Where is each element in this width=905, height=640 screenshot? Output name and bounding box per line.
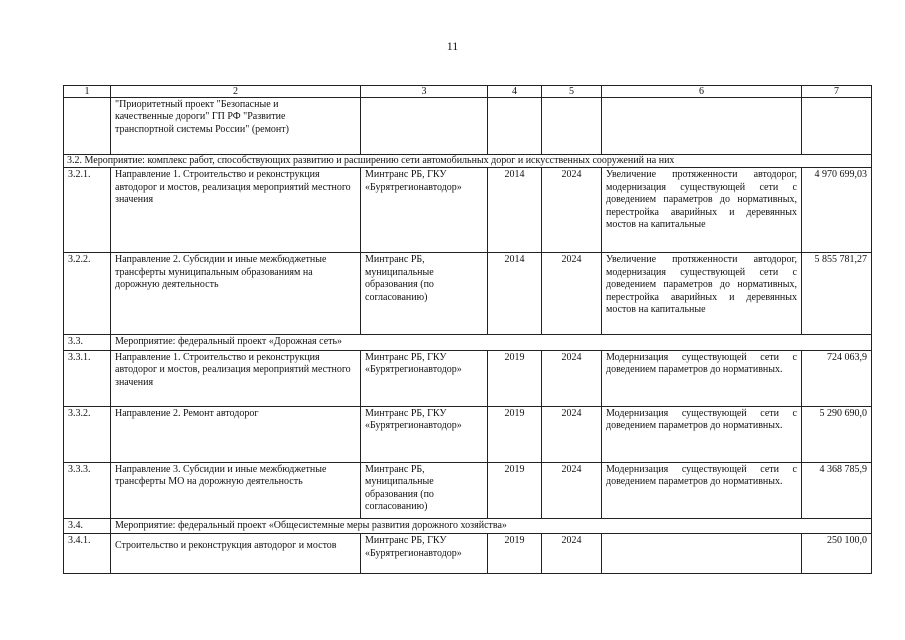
row-amount: 4 970 699,03 xyxy=(802,168,872,253)
section-row xyxy=(64,518,872,533)
table-row xyxy=(64,253,872,335)
table-row xyxy=(64,168,872,253)
row-start-year xyxy=(488,98,542,155)
row-executor: Минтранс РБ, ГКУ «Бурятрегионавтодор» xyxy=(361,534,488,574)
row-executor: Минтранс РБ, ГКУ «Бурятрегионавтодор» xyxy=(361,406,488,462)
row-end-year: 2024 xyxy=(542,350,602,406)
header-cell: 1 xyxy=(64,86,111,98)
row-end-year xyxy=(542,98,602,155)
row-name: Направление 2. Субсидии и иные межбюджетные трансферты муниципальным образованиям на дорожную деятельность xyxy=(111,253,361,335)
row-start-year: 2019 xyxy=(488,350,542,406)
row-number: 3.3.2. xyxy=(64,406,111,462)
row-start-year: 2014 xyxy=(488,253,542,335)
row-result: Увеличение протяженности автодорог, модернизация существующей сети с доведением параметров до нормативных, перестройка аварийных и деревянных мостов на капитальные xyxy=(602,168,802,253)
header-cell: 6 xyxy=(602,86,802,98)
row-name: Направление 3. Субсидии и иные межбюджетные трансферты МО на дорожную деятельность xyxy=(111,462,361,518)
section-title: 3.2. Мероприятие: комплекс работ, способствующих развитию и расширению сети автомобильных дорог и искусственных сооружений на них xyxy=(64,155,872,168)
row-amount: 724 063,9 xyxy=(802,350,872,406)
row-name: Направление 2. Ремонт автодорог xyxy=(111,406,361,462)
header-row xyxy=(64,86,872,98)
row-amount: 5 855 781,27 xyxy=(802,253,872,335)
table-row xyxy=(64,350,872,406)
row-name: Строительство и реконструкция автодорог и мостов xyxy=(111,534,361,574)
header-cell: 7 xyxy=(802,86,872,98)
table-row xyxy=(64,462,872,518)
row-executor: Минтранс РБ, муниципальные образования (по согласованию) xyxy=(361,462,488,518)
row-result xyxy=(602,98,802,155)
row-amount: 4 368 785,9 xyxy=(802,462,872,518)
row-end-year: 2024 xyxy=(542,462,602,518)
table-row xyxy=(64,98,872,155)
row-executor: Минтранс РБ, муниципальные образования (по согласованию) xyxy=(361,253,488,335)
section-row xyxy=(64,335,872,350)
row-amount: 5 290 690,0 xyxy=(802,406,872,462)
row-number: 3.3.1. xyxy=(64,350,111,406)
row-result xyxy=(602,534,802,574)
row-number: 3.2.2. xyxy=(64,253,111,335)
section-number: 3.3. xyxy=(64,335,111,350)
row-name: Направление 1. Строительство и реконструкция автодорог и мостов, реализация мероприятий местного значения xyxy=(111,168,361,253)
program-table xyxy=(63,85,872,574)
row-start-year: 2014 xyxy=(488,168,542,253)
row-executor: Минтранс РБ, ГКУ «Бурятрегионавтодор» xyxy=(361,350,488,406)
row-result: Модернизация существующей сети с доведением параметров до нормативных. xyxy=(602,462,802,518)
row-start-year: 2019 xyxy=(488,534,542,574)
row-start-year: 2019 xyxy=(488,406,542,462)
row-number: 3.4.1. xyxy=(64,534,111,574)
header-cell: 5 xyxy=(542,86,602,98)
row-result: Увеличение протяженности автодорог, модернизация существующей сети с доведением параметров до нормативных, перестройка аварийных и деревянных мостов на капитальные xyxy=(602,253,802,335)
row-amount xyxy=(802,98,872,155)
row-amount: 250 100,0 xyxy=(802,534,872,574)
row-result: Модернизация существующей сети с доведением параметров до нормативных. xyxy=(602,406,802,462)
section-title: Мероприятие: федеральный проект «Общесистемные меры развития дорожного хозяйства» xyxy=(111,518,872,533)
row-number xyxy=(64,98,111,155)
row-start-year: 2019 xyxy=(488,462,542,518)
page-number: 11 xyxy=(446,39,459,53)
row-end-year: 2024 xyxy=(542,534,602,574)
row-number: 3.2.1. xyxy=(64,168,111,253)
row-name: Направление 1. Строительство и реконструкция автодорог и мостов, реализация мероприятий местного значения xyxy=(111,350,361,406)
section-number: 3.4. xyxy=(64,518,111,533)
table-row xyxy=(64,406,872,462)
row-result: Модернизация существующей сети с доведением параметров до нормативных. xyxy=(602,350,802,406)
row-number: 3.3.3. xyxy=(64,462,111,518)
header-cell: 3 xyxy=(361,86,488,98)
row-executor: Минтранс РБ, ГКУ «Бурятрегионавтодор» xyxy=(361,168,488,253)
section-row xyxy=(64,155,872,168)
row-name: "Приоритетный проект "Безопасные и качественные дороги" ГП РФ "Развитие транспортной системы России" (ремонт) xyxy=(111,98,361,155)
row-executor xyxy=(361,98,488,155)
row-end-year: 2024 xyxy=(542,168,602,253)
header-cell: 4 xyxy=(488,86,542,98)
section-title: Мероприятие: федеральный проект «Дорожная сеть» xyxy=(111,335,872,350)
row-end-year: 2024 xyxy=(542,406,602,462)
row-end-year: 2024 xyxy=(542,253,602,335)
header-cell: 2 xyxy=(111,86,361,98)
table-row xyxy=(64,534,872,574)
